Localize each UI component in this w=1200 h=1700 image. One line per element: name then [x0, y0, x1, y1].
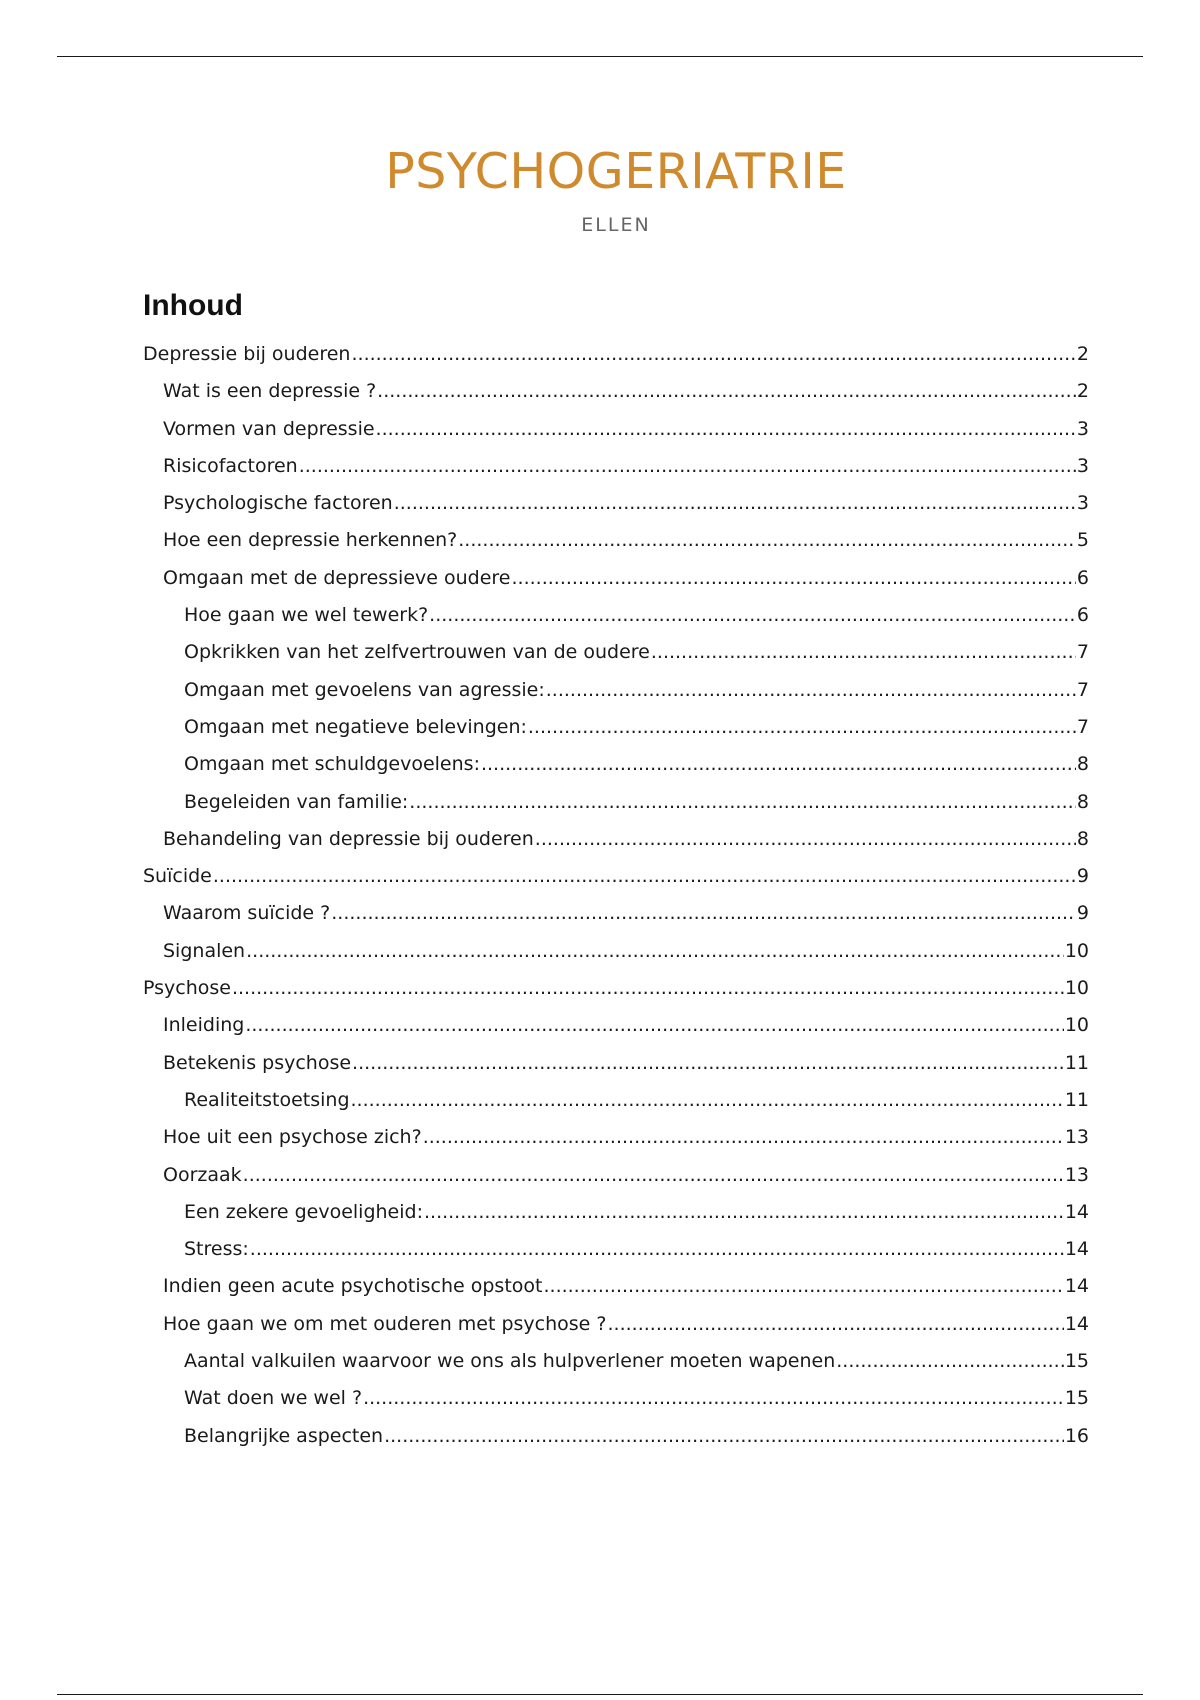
toc-dot-leader — [424, 1194, 1064, 1231]
toc-entry-page-number[interactable]: 14 — [1064, 1238, 1089, 1261]
toc-entry[interactable] — [143, 336, 1089, 373]
toc-entry-page-number[interactable]: 3 — [1076, 454, 1089, 477]
toc-entry[interactable] — [143, 933, 1089, 970]
toc-entry-label[interactable]: Risicofactoren — [163, 454, 298, 477]
toc-entry-page-number[interactable]: 13 — [1064, 1163, 1089, 1186]
toc-dot-leader — [836, 1343, 1064, 1380]
toc-entry-label[interactable]: Betekenis psychose — [163, 1051, 352, 1074]
toc-entry-label[interactable]: Behandeling van depressie bij ouderen — [163, 827, 534, 850]
toc-dot-leader — [423, 1119, 1064, 1156]
toc-entry-label[interactable]: Realiteitstoetsing — [184, 1088, 350, 1111]
toc-entry[interactable] — [143, 1418, 1089, 1455]
toc-entry[interactable] — [143, 1194, 1089, 1231]
toc-entry-label[interactable]: Hoe gaan we om met ouderen met psychose ? — [163, 1312, 607, 1335]
toc-entry-page-number[interactable]: 6 — [1076, 604, 1089, 627]
document-subtitle: ELLEN — [581, 214, 651, 236]
toc-entry-label[interactable]: Belangrijke aspecten — [184, 1424, 384, 1447]
toc-entry-page-number[interactable]: 11 — [1064, 1088, 1089, 1111]
toc-dot-leader — [409, 784, 1076, 821]
toc-entry-label[interactable]: Inleiding — [163, 1014, 245, 1037]
toc-entry[interactable] — [143, 485, 1089, 522]
toc-dot-leader — [363, 1380, 1064, 1417]
toc-dot-leader — [250, 1231, 1064, 1268]
toc-dot-leader — [384, 1418, 1064, 1455]
toc-dot-leader — [246, 933, 1064, 970]
toc-entry-page-number[interactable]: 6 — [1076, 566, 1089, 589]
toc-entry[interactable] — [143, 1119, 1089, 1156]
toc-entry-label[interactable]: Wat doen we wel ? — [184, 1387, 363, 1410]
toc-dot-leader — [481, 746, 1076, 783]
toc-entry-page-number[interactable]: 10 — [1064, 1014, 1089, 1037]
toc-entry-page-number[interactable]: 3 — [1076, 492, 1089, 515]
toc-entry-page-number[interactable]: 3 — [1076, 417, 1089, 440]
toc-entry[interactable] — [143, 634, 1089, 671]
toc-entry-label[interactable]: Een zekere gevoeligheid: — [184, 1200, 423, 1223]
toc-entry[interactable] — [143, 1045, 1089, 1082]
toc-entry-page-number[interactable]: 10 — [1064, 939, 1089, 962]
toc-dot-leader — [528, 709, 1076, 746]
toc-entry-page-number[interactable]: 14 — [1064, 1312, 1089, 1335]
toc-entry-label[interactable]: Aantal valkuilen waarvoor we ons als hulpverlener moeten wapenen — [184, 1350, 836, 1373]
toc-entry[interactable] — [143, 1007, 1089, 1044]
toc-dot-leader — [352, 1045, 1064, 1082]
toc-entry[interactable] — [143, 1343, 1089, 1380]
toc-entry-page-number[interactable]: 7 — [1076, 678, 1089, 701]
toc-entry[interactable] — [143, 821, 1089, 858]
toc-entry-page-number[interactable]: 9 — [1076, 865, 1089, 888]
toc-entry-label[interactable]: Omgaan met schuldgevoelens: — [184, 753, 480, 776]
toc-dot-leader — [394, 485, 1076, 522]
toc-entry-label[interactable]: Omgaan met gevoelens van agressie: — [184, 678, 545, 701]
toc-entry[interactable] — [143, 448, 1089, 485]
toc-entry-label[interactable]: Waarom suïcide ? — [163, 902, 331, 925]
toc-entry-page-number[interactable]: 16 — [1064, 1424, 1089, 1447]
toc-entry[interactable] — [143, 672, 1089, 709]
toc-dot-leader — [651, 634, 1076, 671]
toc-entry[interactable] — [143, 1157, 1089, 1194]
footer-rule — [57, 1694, 1143, 1695]
toc-entry[interactable] — [143, 1380, 1089, 1417]
toc-dot-leader — [232, 970, 1064, 1007]
toc-entry-label[interactable]: Vormen van depressie — [163, 417, 375, 440]
toc-dot-leader — [376, 411, 1076, 448]
toc-dot-leader — [245, 1007, 1063, 1044]
toc-dot-leader — [243, 1157, 1064, 1194]
toc-entry-label[interactable]: Hoe een depressie herkennen? — [163, 529, 458, 552]
toc-entry-label[interactable]: Signalen — [163, 939, 246, 962]
toc-entry-label[interactable]: Begeleiden van familie: — [184, 790, 409, 813]
toc-entry[interactable] — [143, 970, 1089, 1007]
toc-dot-leader — [535, 821, 1076, 858]
toc-entry-label[interactable]: Hoe gaan we wel tewerk? — [184, 604, 429, 627]
toc-entry-page-number[interactable]: 8 — [1076, 827, 1089, 850]
toc-dot-leader — [351, 1082, 1064, 1119]
toc-heading: Inhoud — [143, 289, 243, 322]
toc-entry[interactable] — [143, 560, 1089, 597]
toc-entry-label[interactable]: Omgaan met negatieve belevingen: — [184, 715, 527, 738]
toc-entry-page-number[interactable]: 14 — [1064, 1200, 1089, 1223]
header-rule — [57, 56, 1143, 57]
toc-dot-leader — [213, 858, 1076, 895]
toc-entry[interactable] — [143, 858, 1089, 895]
toc-entry-page-number[interactable]: 9 — [1076, 902, 1089, 925]
toc-entry-page-number[interactable]: 5 — [1076, 529, 1089, 552]
toc-entry-page-number[interactable]: 7 — [1076, 715, 1089, 738]
toc-entry[interactable] — [143, 1268, 1089, 1305]
toc-dot-leader — [351, 336, 1075, 373]
toc-entry-label[interactable]: Suïcide — [143, 865, 212, 888]
toc-dot-leader — [546, 672, 1076, 709]
toc-entry-page-number[interactable]: 15 — [1064, 1387, 1089, 1410]
toc-entry-label[interactable]: Psychose — [143, 977, 231, 1000]
document-title: PSYCHOGERIATRIE — [385, 143, 847, 200]
toc-entry-page-number[interactable]: 14 — [1064, 1275, 1089, 1298]
toc-entry-page-number[interactable]: 13 — [1064, 1126, 1089, 1149]
toc-entry[interactable] — [143, 784, 1089, 821]
toc-entry-page-number[interactable]: 7 — [1076, 641, 1089, 664]
toc-entry[interactable] — [143, 1306, 1089, 1343]
toc-entry[interactable] — [143, 1082, 1089, 1119]
toc-dot-leader — [299, 448, 1076, 485]
toc-dot-leader — [331, 895, 1076, 932]
toc-entry-label[interactable]: Wat is een depressie ? — [163, 380, 377, 403]
toc-entry[interactable] — [143, 1231, 1089, 1268]
toc-entry-page-number[interactable]: 15 — [1064, 1350, 1089, 1373]
toc-entry-page-number[interactable]: 11 — [1064, 1051, 1089, 1074]
toc-entry-page-number[interactable]: 2 — [1076, 343, 1089, 365]
toc-dot-leader — [543, 1268, 1063, 1305]
toc-dot-leader — [608, 1306, 1064, 1343]
toc-dot-leader — [429, 597, 1076, 634]
toc-entry[interactable] — [143, 597, 1089, 634]
toc-entry-label[interactable]: Psychologische factoren — [163, 492, 393, 515]
toc-entry[interactable] — [143, 895, 1089, 932]
toc-entry-label[interactable]: Indien geen acute psychotische opstoot — [163, 1275, 543, 1298]
toc-entry-page-number[interactable]: 8 — [1076, 753, 1089, 776]
toc-entry-label[interactable]: Hoe uit een psychose zich? — [163, 1126, 422, 1149]
toc-entry-page-number[interactable]: 10 — [1064, 977, 1089, 1000]
toc-entry-page-number[interactable]: 2 — [1076, 380, 1089, 403]
toc-entry[interactable] — [143, 373, 1089, 410]
toc-entry[interactable] — [143, 522, 1089, 559]
toc-entry[interactable] — [143, 709, 1089, 746]
toc-entry-page-number[interactable]: 8 — [1076, 790, 1089, 813]
toc-entry-label[interactable]: Omgaan met de depressieve oudere — [163, 566, 511, 589]
toc-entry[interactable] — [143, 411, 1089, 448]
toc-entry-label[interactable]: Oorzaak — [163, 1163, 242, 1186]
toc-entry[interactable] — [143, 746, 1089, 783]
toc-entry-label[interactable]: Stress: — [184, 1238, 249, 1261]
table-of-contents — [143, 336, 1089, 1455]
toc-entry-label[interactable]: Opkrikken van het zelfvertrouwen van de oudere — [184, 641, 650, 664]
toc-entry-label[interactable]: Depressie bij ouderen — [143, 343, 351, 365]
toc-dot-leader — [512, 560, 1076, 597]
toc-dot-leader — [458, 522, 1076, 559]
toc-dot-leader — [377, 373, 1076, 410]
